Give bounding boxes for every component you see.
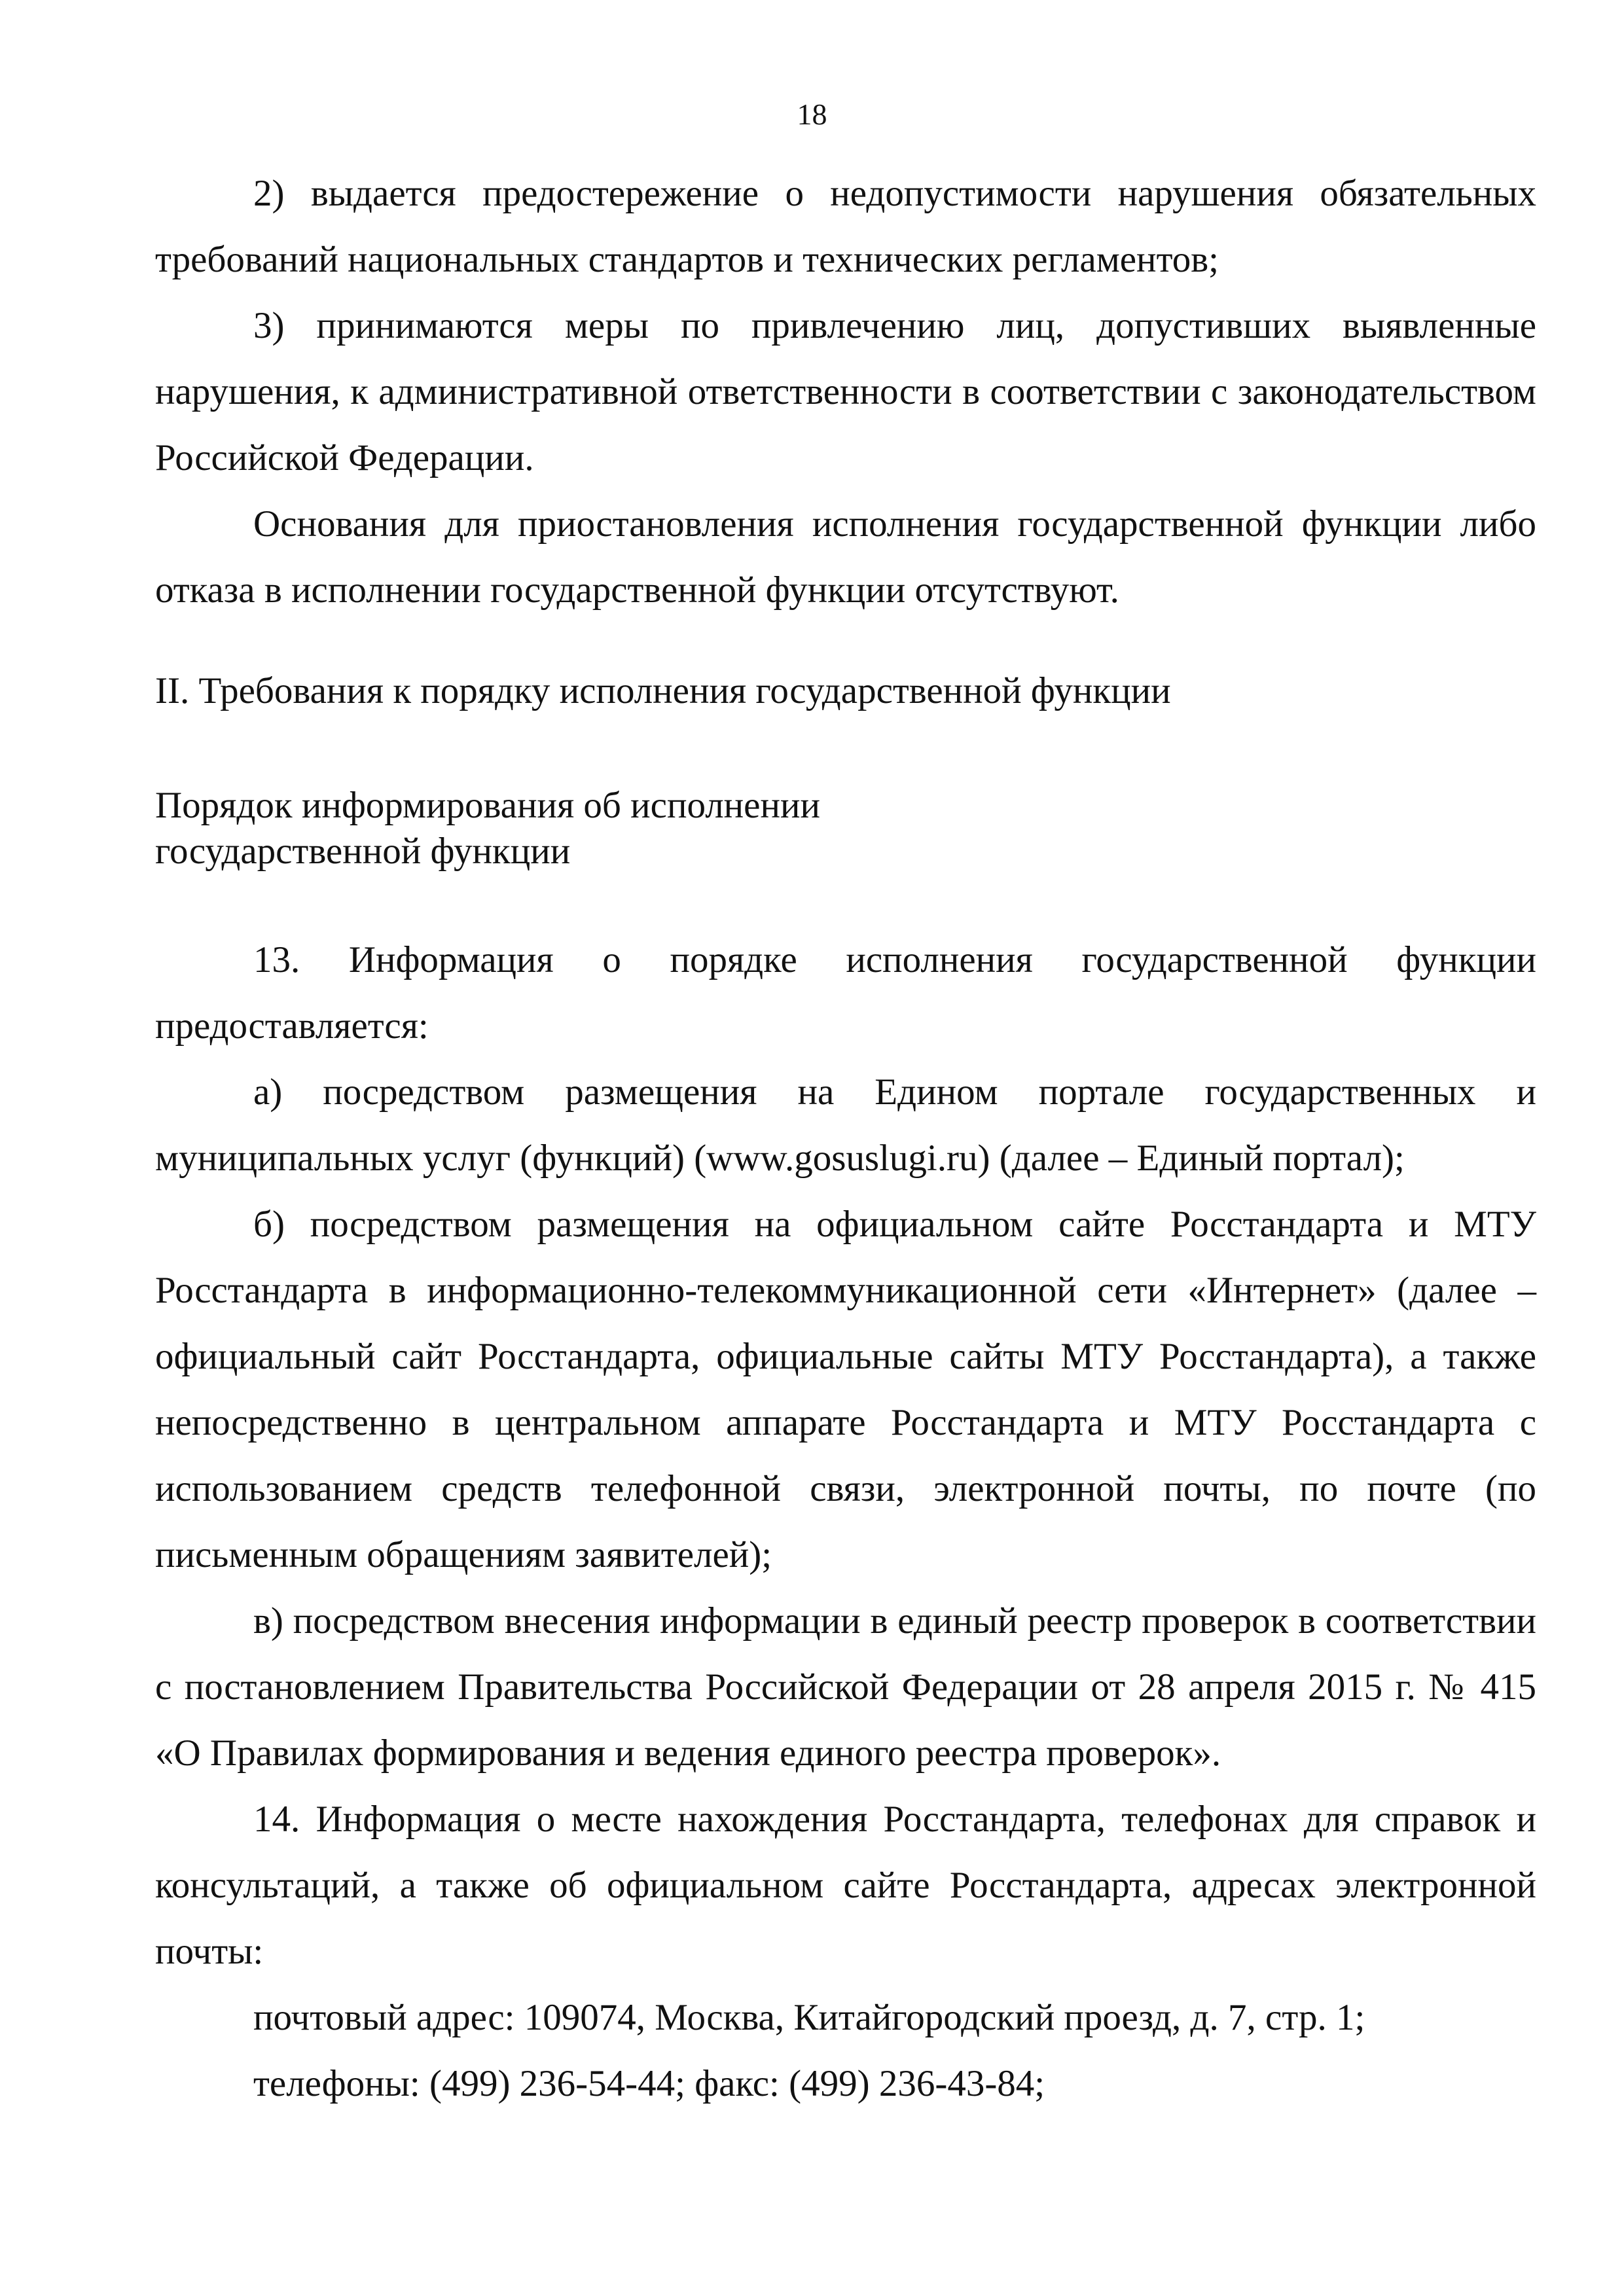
subsection-title [155,783,1536,874]
paragraph-13: 13. Информация о порядке исполнения государственной функции предоставляется: [155,939,1536,1047]
paragraph-13b: б) посредством размещения на официальном сайте Росстандарта и МТУ Росстандарта в информационно-телекоммуникационной сети «Интернет» (далее – официальный сайт Росстандарта, официальные сайты МТУ Росстандарта), а также непосредственно в центральном аппарате Росстандарта и МТУ Росстандарта с использованием средств телефонной связи, электронной почты, по почте (по письменным обращениям заявителей); [155,1204,1536,1575]
phone-numbers: телефоны: (499) 236-54-44; факс: (499) 236-43-84; [253,2063,1045,2104]
subsection-title-line-1: Порядок информирования об исполнении [155,785,820,826]
paragraph-item-3: 3) принимаются меры по привлечению лиц, допустивших выявленные нарушения, к административной ответственности в соответствии с законодательством Российской Федерации. [155,305,1536,478]
paragraph-item-2: 2) выдается предостережение о недопустимости нарушения обязательных требований национальных стандартов и технических регламентов; [155,173,1536,280]
page-number: 18 [797,98,827,131]
paragraph-grounds: Основания для приостановления исполнения государственной функции либо отказа в исполнении государственной функции отсутствуют. [155,503,1536,611]
document-body [155,160,1536,2117]
subsection-title-line-2: государственной функции [155,831,571,872]
postal-address: почтовый адрес: 109074, Москва, Китайгородский проезд, д. 7, стр. 1; [253,1997,1365,2038]
section-title: II. Требования к порядку исполнения государственной функции [155,670,1171,711]
paragraph-14: 14. Информация о месте нахождения Росстандарта, телефонах для справок и консультаций, а также об официальном сайте Росстандарта, адресах электронной почты: [155,1799,1536,1972]
paragraph-13a: а) посредством размещения на Едином портале государственных и муниципальных услуг (функций) (www.gosuslugi.ru) (далее – Единый портал); [155,1071,1536,1179]
paragraph-13c: в) посредством внесения информации в единый реестр проверок в соответствии с постановлением Правительства Российской Федерации от 28 апреля 2015 г. № 415 «О Правилах формирования и ведения единого реестра проверок». [155,1600,1536,1774]
